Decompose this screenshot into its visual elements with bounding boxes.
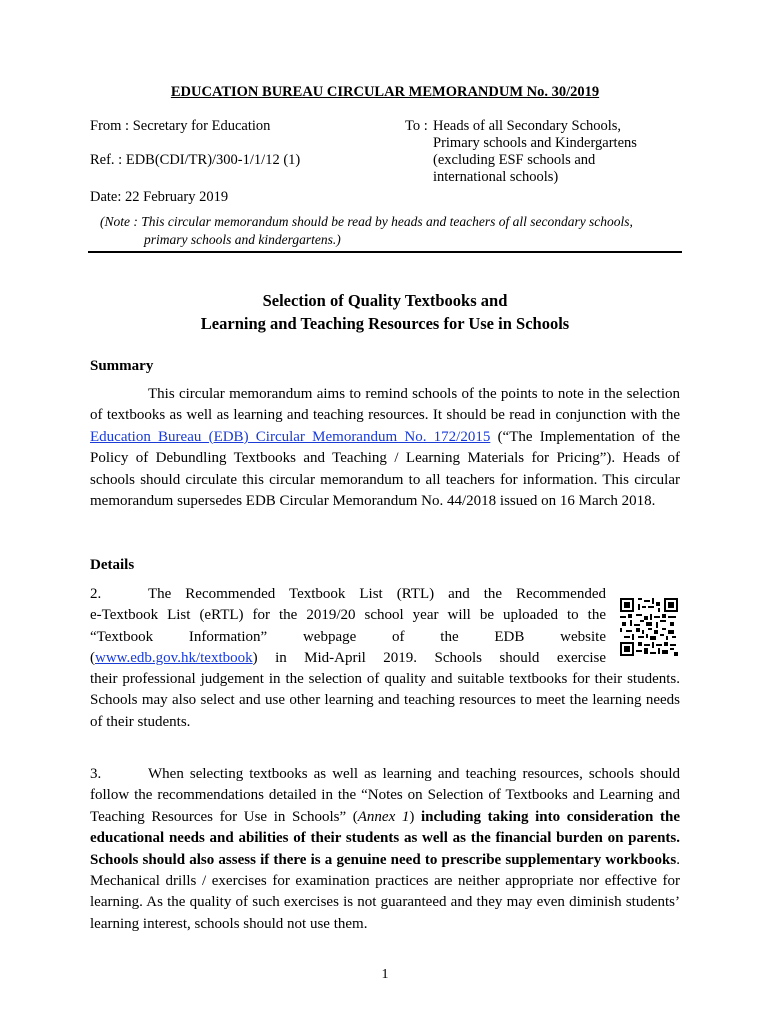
paragraph-3: 3. When selecting textbooks as well as learning and teaching resources, schools should follow the recommendations detailed in the “Notes on Selection of Textbooks and Learning and Teaching Resources for Use in Schools” (Annex 1) including taking into consideration the educational needs and abilities of their students as well as the financial burden on parents. Schools should also assess if there is a genuine need to prescribe supplementary workbooks. Mechanical drills / exercises for examination practices are neither appropriate nor effective for learning. As the quality of such exercises is not guaranteed and they may even diminish students’ learning interest, schools should not use them. [90, 766, 681, 932]
textbook-webpage-link[interactable]: www.edb.gov.hk/textbook [95, 650, 253, 667]
ref-line: Ref. : EDB(CDI/TR)/300-1/1/12 (1) [90, 152, 301, 168]
title-line-2: Learning and Teaching Resources for Use in Schools [200, 314, 570, 333]
summary-text: This circular memorandum aims to remind schools of the points to note in the selection of textbooks as well as learning and teaching resources. It should be read in conjunction with the [90, 386, 680, 424]
details-heading: Details [90, 557, 135, 573]
title-line-1: Selection of Quality Textbooks and [262, 291, 508, 310]
paragraph-number: 2. [90, 586, 102, 602]
note-line-1: (Note : This circular memorandum should be read by heads and teachers of all secondary schools, [100, 214, 633, 229]
paragraph-number: 3. [90, 766, 102, 782]
from-line: From : Secretary for Education [90, 118, 271, 134]
to-line: Primary schools and Kindergartens [433, 135, 637, 151]
to-prefix: To : [405, 118, 432, 134]
summary-text-after: (“The Implementation of the Policy of Debundling Textbooks and Teaching / Learning Materials for Pricing”). Heads of schools should circulate this circular memorandum to all teachers for information. This circular memorandum supersedes EDB Circular Memorandum No. 44/2018 issued on 16 March 2018. [90, 428, 680, 510]
to-line: (excluding ESF schools and [433, 152, 596, 168]
to-line: international schools) [433, 169, 559, 185]
paragraph-2-rest: their professional judgement in the selection of quality and suitable textbooks for their students. Schools may also select and use other learning and teaching resources to meet the learning needs of their students. [90, 671, 680, 730]
qr-code-icon [620, 598, 678, 656]
memo-header-title: EDUCATION BUREAU CIRCULAR MEMORANDUM No. 30/2019 [170, 84, 600, 100]
annex-reference: Annex 1 [357, 808, 410, 825]
p2-line: The Recommended Textbook List (RTL) and the Recommended [148, 586, 606, 602]
to-line: Heads of all Secondary Schools, [433, 118, 622, 134]
p2-line: e-Textbook List (eRTL) for the 2019/20 school year will be uploaded to the [90, 607, 606, 624]
edb-circular-link[interactable]: Education Bureau (EDB) Circular Memorandum No. 172/2015 [90, 428, 491, 445]
page-number: 1 [381, 967, 389, 982]
paragraph-2-top [90, 584, 606, 670]
summary-paragraph [90, 384, 680, 512]
date-line: Date: 22 February 2019 [90, 189, 229, 205]
document-title [0, 289, 770, 335]
summary-heading: Summary [90, 358, 154, 374]
p2-line-with-link: (www.edb.gov.hk/textbook) in Mid-April 2019. Schools should exercise [90, 650, 606, 667]
to-block [405, 118, 705, 186]
bold-emphasis: including taking into consideration the educational needs and abilities of their students as well as the financial burden on parents. Schools should also assess if there is a genuine need to prescribe supplementary workbooks [90, 808, 681, 868]
note-line-2: primary schools and kindergartens.) [144, 232, 341, 247]
p2-line: “Textbook Information” webpage of the EDB website [90, 628, 606, 645]
divider-rule [88, 251, 682, 253]
